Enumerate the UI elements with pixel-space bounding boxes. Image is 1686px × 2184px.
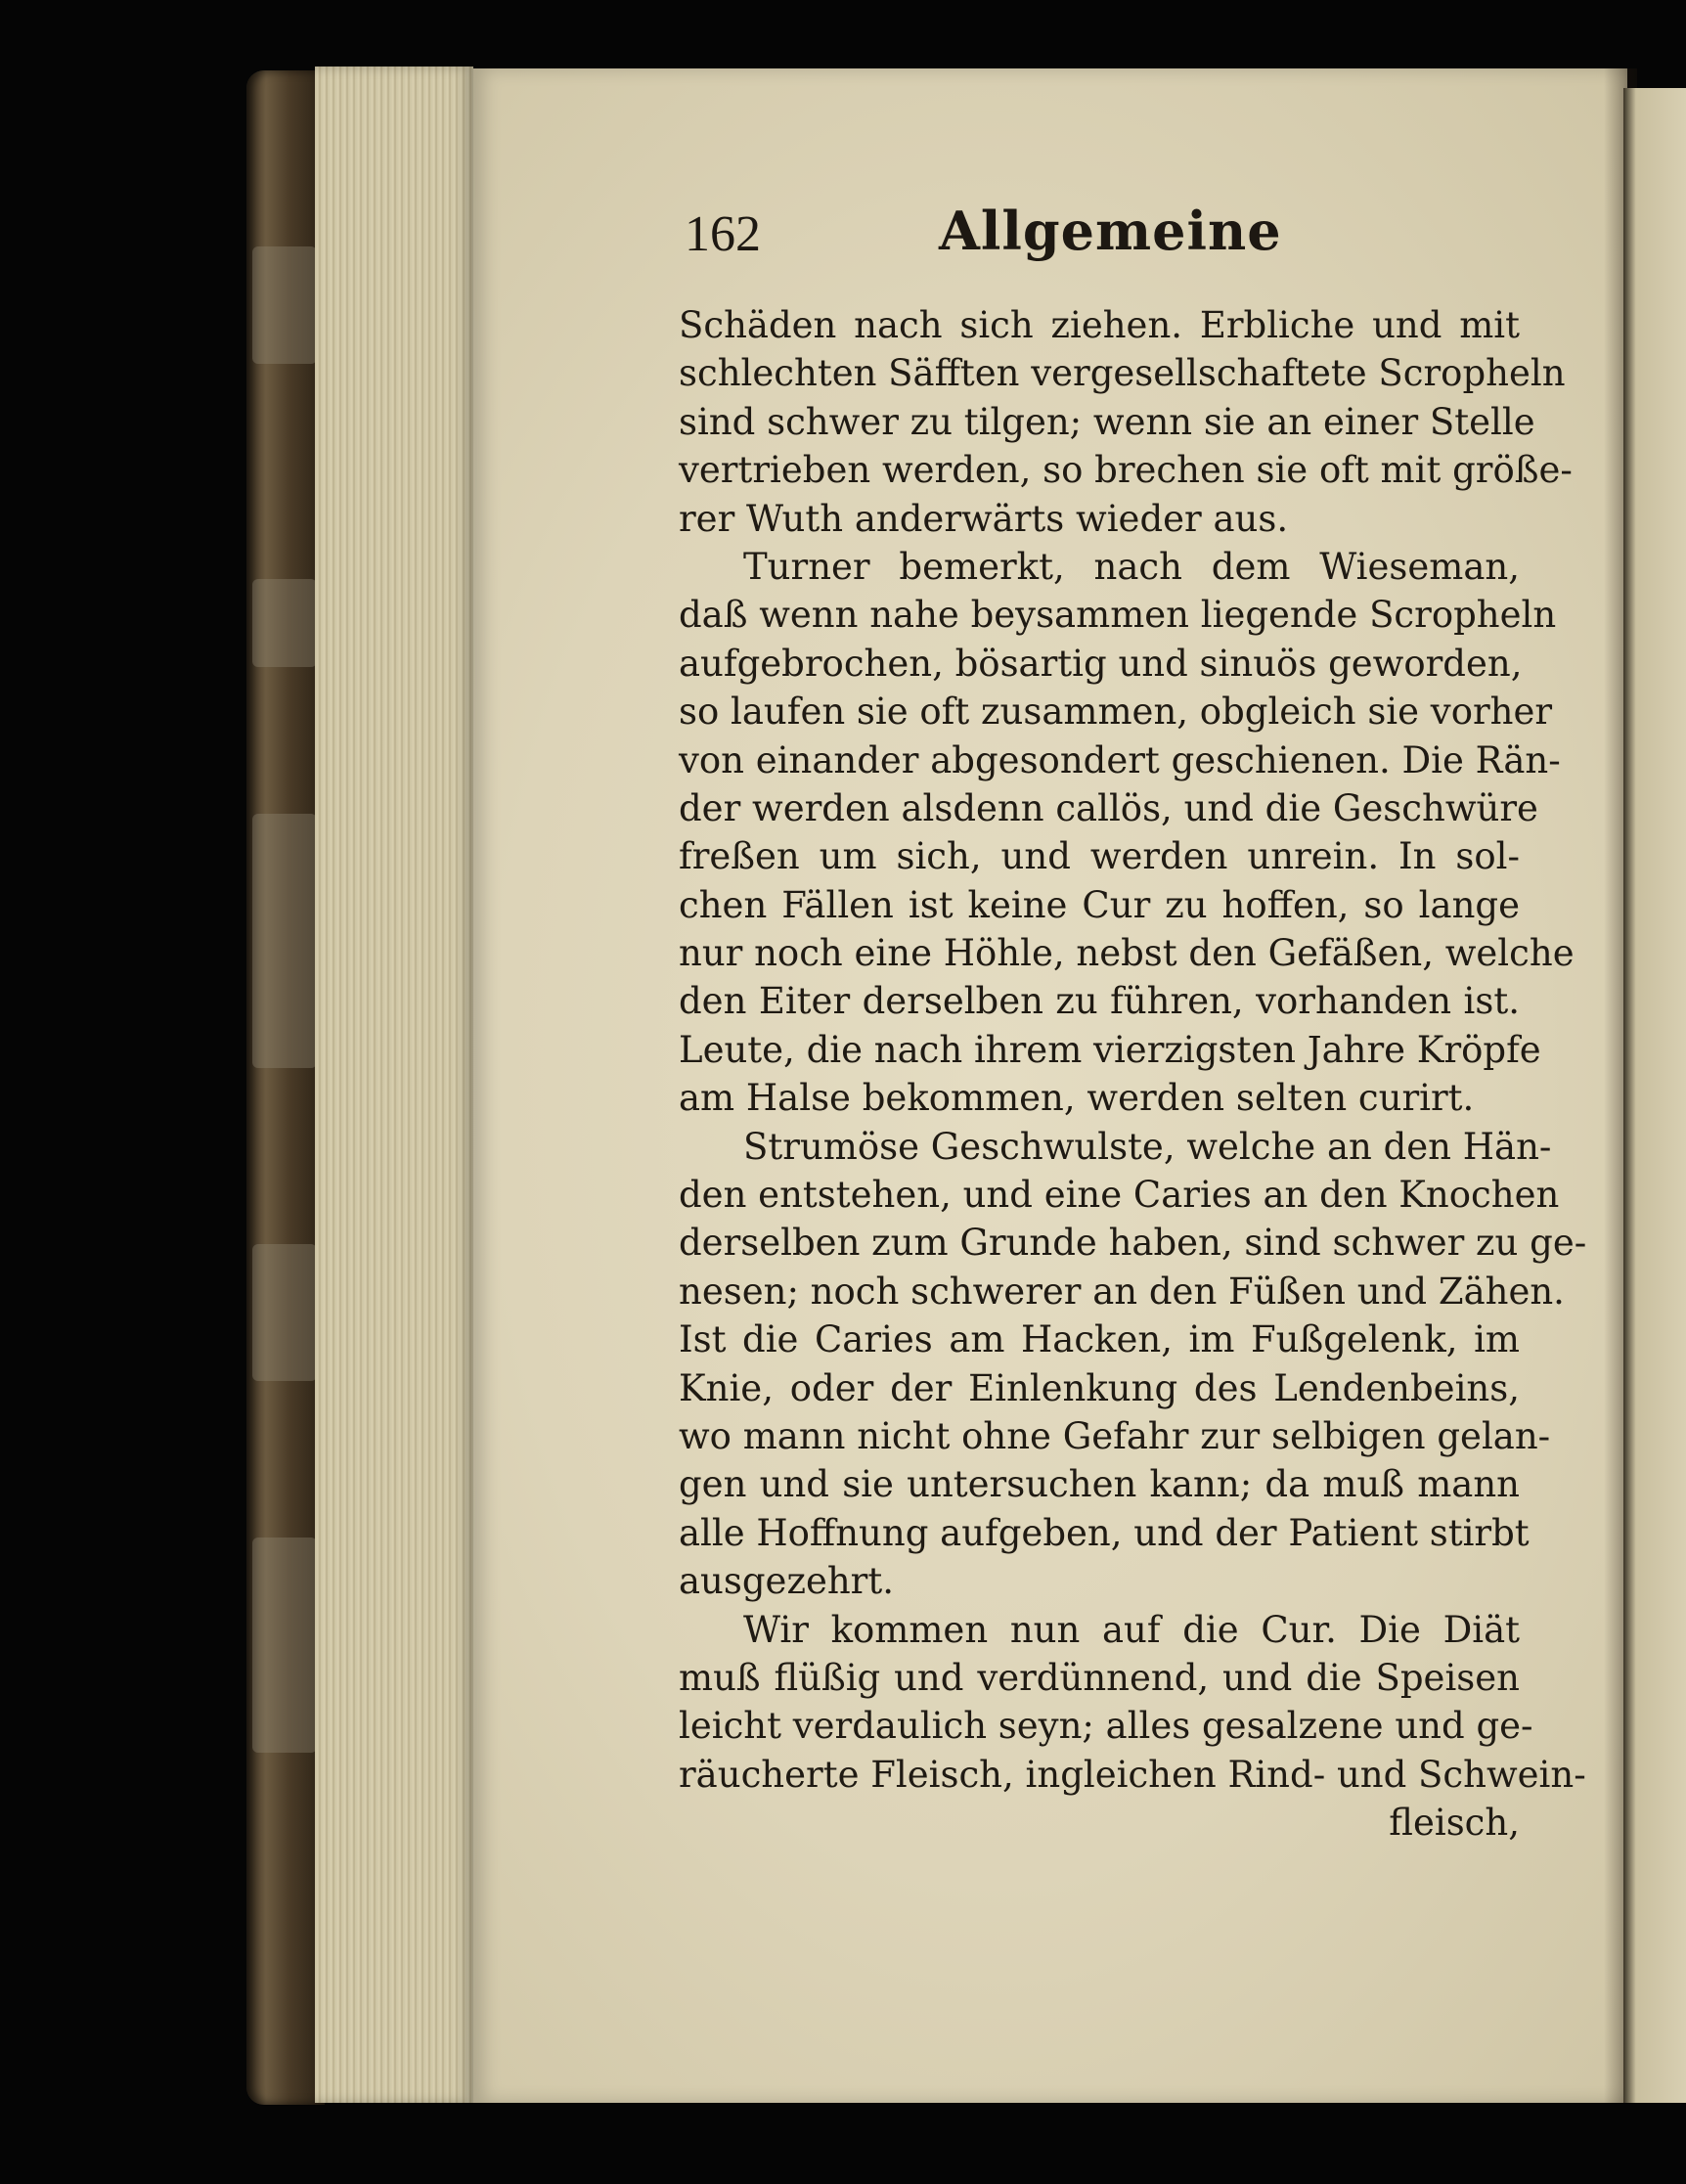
- text-line: nesen; noch schwerer an den Füßen und Zähen.: [679, 1270, 1565, 1313]
- text-line: alle Hoffnung aufgeben, und der Patient stirbt: [679, 1511, 1530, 1554]
- text-line: Knie, oder der Einlenkung des Lendenbeins,: [679, 1366, 1520, 1409]
- text-line: Ist die Caries am Hacken, im Fußgelenk, im: [679, 1318, 1520, 1361]
- text-line: Turner bemerkt, nach dem Wieseman,: [743, 545, 1520, 588]
- text-line: derselben zum Grunde haben, sind schwer zu ge-: [679, 1222, 1587, 1265]
- page-number: 162: [685, 206, 761, 262]
- catchword: fleisch,: [1389, 1802, 1520, 1845]
- text-line: sind schwer zu tilgen; wenn sie an einer Stelle: [679, 400, 1535, 443]
- text-line: am Halse bekommen, werden selten curirt.: [679, 1077, 1475, 1120]
- text-line: der werden alsdenn callös, und die Geschwüre: [679, 786, 1538, 829]
- text-line: ausgezehrt.: [679, 1560, 894, 1603]
- text-line: wo mann nicht ohne Gefahr zur selbigen gelan-: [679, 1414, 1551, 1457]
- book-binding: [246, 70, 325, 2105]
- facing-page-edge: [1623, 88, 1686, 2103]
- text-line: leicht verdaulich seyn; alles gesalzene und ge-: [679, 1705, 1533, 1748]
- text-line: den Eiter derselben zu führen, vorhanden ist.: [679, 980, 1520, 1023]
- text-line: so laufen sie oft zusammen, obgleich sie vorher: [679, 691, 1553, 734]
- text-line: den entstehen, und eine Caries an den Knochen: [679, 1174, 1560, 1217]
- text-line: Leute, die nach ihrem vierzigsten Jahre Kröpfe: [679, 1028, 1541, 1071]
- body-text: [679, 301, 1587, 1848]
- text-line: freßen um sich, und werden unrein. In sol-: [679, 835, 1520, 878]
- page-edges: [315, 67, 473, 2103]
- text-line: chen Fällen ist keine Cur zu hoffen, so lange: [679, 883, 1520, 926]
- text-line: muß flüßig und verdünnend, und die Speisen: [679, 1656, 1520, 1699]
- text-line: daß wenn nahe beysammen liegende Scropheln: [679, 594, 1557, 637]
- text-line: von einander abgesondert geschienen. Die Rän-: [679, 738, 1561, 781]
- text-line: Strumöse Geschwulste, welche an den Hän-: [743, 1125, 1552, 1168]
- text-line: nur noch eine Höhle, nebst den Gefäßen, welche: [679, 932, 1575, 975]
- text-line: Wir kommen nun auf die Cur. Die Diät: [743, 1608, 1520, 1651]
- text-line: aufgebrochen, bösartig und sinuös geworden,: [679, 642, 1523, 685]
- running-head: [685, 196, 1565, 274]
- text-line: vertrieben werden, so brechen sie oft mit größe-: [679, 449, 1573, 492]
- text-line: rer Wuth anderwärts wieder aus.: [679, 497, 1289, 540]
- text-line: Schäden nach sich ziehen. Erbliche und mit: [679, 304, 1520, 346]
- text-line: gen und sie untersuchen kann; da muß mann: [679, 1463, 1520, 1506]
- text-line: räucherte Fleisch, ingleichen Rind- und Schwein-: [679, 1753, 1586, 1796]
- text-line: schlechten Säfften vergesellschaftete Scropheln: [679, 352, 1566, 395]
- running-title: Allgemeine: [939, 200, 1282, 262]
